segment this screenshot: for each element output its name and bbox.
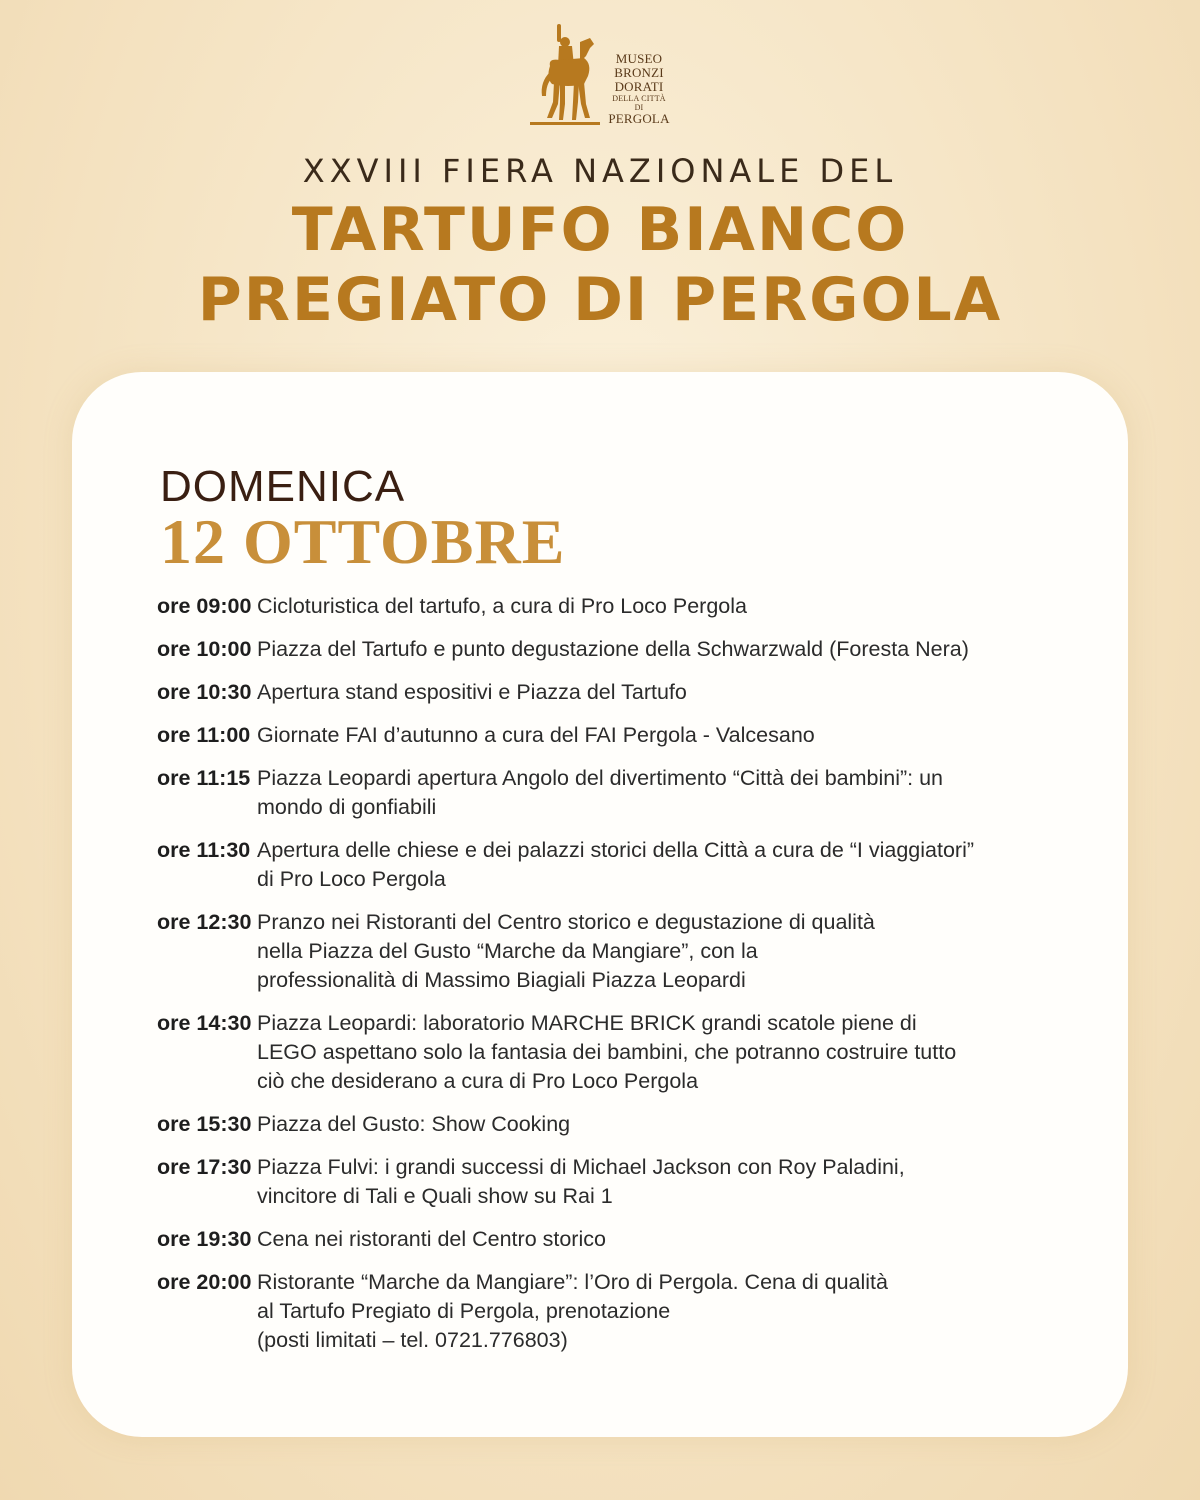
schedule-item	[157, 1153, 1077, 1211]
event-description-line: Giornate FAI d’autunno a cura del FAI Pergola - Valcesano	[257, 723, 815, 747]
event-time: ore 11:15	[157, 766, 251, 790]
event-description	[257, 1153, 1077, 1211]
schedule-item	[157, 1268, 1077, 1355]
program-day: DOMENICA	[160, 462, 406, 511]
event-description-line: nella Piazza del Gusto “Marche da Mangiare”, con la	[257, 939, 758, 963]
event-description-line: (posti limitati – tel. 0721.776803)	[257, 1328, 568, 1352]
museum-logo	[528, 22, 673, 134]
event-time: ore 15:30	[157, 1112, 252, 1136]
schedule-item	[157, 908, 1077, 995]
event-time: ore 19:30	[157, 1227, 252, 1251]
event-description-line: Pranzo nei Ristoranti del Centro storico e degustazione di qualità	[257, 910, 875, 934]
schedule-list	[157, 592, 1077, 1369]
event-description	[257, 1268, 1077, 1355]
event-description-line: Cicloturistica del tartufo, a cura di Pro Loco Pergola	[257, 594, 747, 618]
event-description	[257, 836, 1077, 894]
program-date: 12 OTTOBRE	[160, 506, 566, 577]
event-time: ore 11:30	[157, 838, 251, 862]
event-description-line: ciò che desiderano a cura di Pro Loco Pergola	[257, 1069, 699, 1093]
event-description-line: Piazza Leopardi: laboratorio MARCHE BRICK grandi scatole piene di	[257, 1011, 917, 1035]
event-description-line: Piazza del Tartufo e punto degustazione della Schwarzwald (Foresta Nera)	[257, 637, 969, 661]
equestrian-statue-icon	[528, 22, 608, 134]
event-time: ore 09:00	[157, 594, 252, 618]
event-description	[257, 1110, 1077, 1139]
event-description-line: professionalità di Massimo Biagiali Piazza Leopardi	[257, 968, 746, 992]
event-time: ore 17:30	[157, 1155, 252, 1179]
logo-line: BRONZI	[614, 65, 664, 80]
event-description-line: Ristorante “Marche da Mangiare”: l’Oro di Pergola. Cena di qualità	[257, 1270, 888, 1294]
event-time: ore 12:30	[157, 910, 252, 934]
event-description-line: di Pro Loco Pergola	[257, 867, 446, 891]
event-description-line: Cena nei ristoranti del Centro storico	[257, 1227, 606, 1251]
event-description	[257, 908, 1077, 995]
logo-line: PERGOLA	[608, 111, 670, 126]
event-description-line: Piazza del Gusto: Show Cooking	[257, 1112, 571, 1136]
event-description	[257, 764, 1077, 822]
schedule-item	[157, 592, 1077, 621]
logo-line: DELLA CITTÀ	[612, 94, 666, 103]
event-title-line-2: PREGIATO DI PERGOLA	[197, 265, 1003, 335]
schedule-item	[157, 1225, 1077, 1254]
event-time: ore 10:00	[157, 637, 252, 661]
event-supertitle: XXVIII FIERA NAZIONALE DEL	[302, 152, 898, 190]
schedule-item	[157, 635, 1077, 664]
event-description-line: Piazza Leopardi apertura Angolo del divertimento “Città dei bambini”: un	[257, 766, 944, 790]
event-description	[257, 635, 1077, 664]
schedule-item	[157, 1009, 1077, 1096]
event-description-line: Apertura stand espositivi e Piazza del Tartufo	[257, 680, 687, 704]
event-time: ore 20:00	[157, 1270, 252, 1294]
event-description-line: LEGO aspettano solo la fantasia dei bambini, che potranno costruire tutto	[257, 1040, 957, 1064]
schedule-item	[157, 836, 1077, 894]
logo-text	[606, 52, 672, 126]
event-description	[257, 592, 1077, 621]
schedule-item	[157, 721, 1077, 750]
logo-line: DORATI	[614, 79, 664, 94]
event-description	[257, 1225, 1077, 1254]
event-description	[257, 1009, 1077, 1096]
event-title-line-1: TARTUFO BIANCO	[291, 195, 909, 265]
event-description-line: mondo di gonfiabili	[257, 795, 437, 819]
event-description	[257, 721, 1077, 750]
event-time: ore 14:30	[157, 1011, 252, 1035]
event-description-line: Piazza Fulvi: i grandi successi di Michael Jackson con Roy Paladini,	[257, 1155, 905, 1179]
logo-line: MUSEO	[615, 51, 663, 66]
event-time: ore 11:00	[157, 723, 251, 747]
event-description	[257, 678, 1077, 707]
event-description-line: al Tartufo Pregiato di Pergola, prenotazione	[257, 1299, 671, 1323]
schedule-item	[157, 1110, 1077, 1139]
logo-line: DI	[634, 103, 644, 112]
event-description-line: vincitore di Tali e Quali show su Rai 1	[257, 1184, 613, 1208]
schedule-item	[157, 764, 1077, 822]
event-description-line: Apertura delle chiese e dei palazzi storici della Città a cura de “I viaggiatori”	[257, 838, 975, 862]
event-time: ore 10:30	[157, 680, 252, 704]
schedule-item	[157, 678, 1077, 707]
